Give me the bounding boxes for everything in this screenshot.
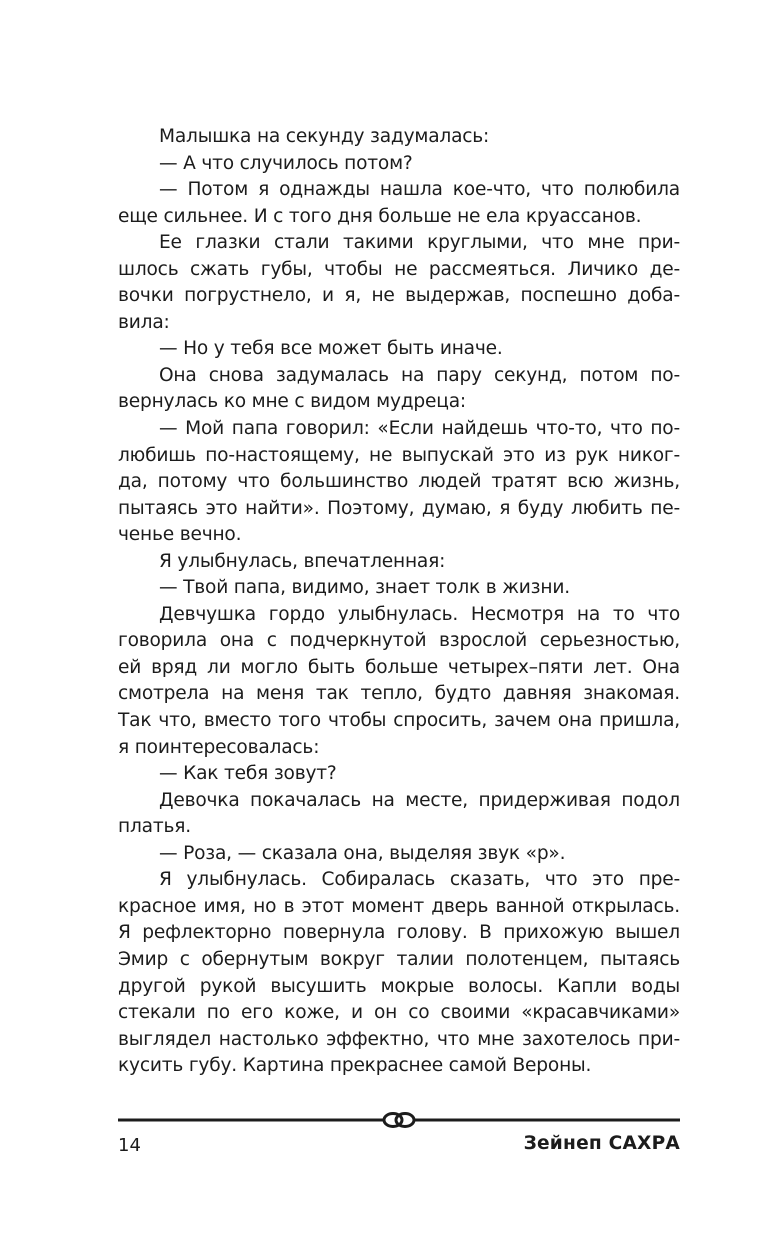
text-line: вила: — [118, 311, 170, 333]
text-line: — Твой папа, видимо, знает толк в жизни. — [159, 577, 570, 599]
text-line: шлось сжать губы, чтобы не рассмеяться. Личико де- — [118, 258, 680, 280]
text-line: пытаясь это найти». Поэтому, думаю, я буду любить пе- — [118, 497, 680, 519]
text-line: красное имя, но в этот момент дверь ванной открылась. — [118, 895, 680, 917]
text-line: ей вряд ли могло быть больше четырех–пяти лет. Она — [118, 656, 680, 678]
text-line: Девочка покачалась на месте, придерживая подол — [159, 789, 680, 811]
double-ring-ornament-icon — [384, 1114, 414, 1127]
text-line: Я улыбнулась. Собиралась сказать, что это пре- — [159, 869, 680, 891]
text-line: — Как тебя зовут? — [159, 763, 337, 785]
text-line: — Мой папа говорил: «Если найдешь что-то, что по- — [159, 418, 680, 440]
text-line: Я рефлекторно повернула голову. В прихожую вышел — [118, 922, 680, 944]
text-line: говорила она с подчеркнутой взрослой серьезностью, — [118, 630, 680, 652]
text-line: вочки погрустнело, и я, не выдержав, поспешно доба- — [118, 285, 680, 307]
text-line: другой рукой высушить мокрые волосы. Капли воды — [118, 975, 680, 997]
text-line: Она снова задумалась на пару секунд, потом по- — [159, 364, 680, 386]
text-line: Я улыбнулась, впечатленная: — [159, 550, 446, 572]
text-line: Ее глазки стали такими круглыми, что мне при- — [159, 232, 680, 254]
page-number: 14 — [118, 1135, 141, 1156]
text-line: — Но у тебя все может быть иначе. — [159, 338, 503, 360]
text-line: Так что, вместо того чтобы спросить, зачем она пришла, — [118, 710, 680, 732]
text-line: стекали по его коже, и он со своими «красавчиками» — [118, 1002, 680, 1024]
text-line: еще сильнее. И с того дня больше не ела круассанов. — [118, 205, 642, 227]
running-footer-author: Зейнеп САХРА — [523, 1133, 680, 1154]
text-line: Эмир с обернутым вокруг талии полотенцем, пытаясь — [118, 948, 680, 970]
text-line: смотрела на меня так тепло, будто давняя знакомая. — [118, 683, 680, 705]
page-body-text — [118, 124, 680, 1080]
text-line: да, потому что большинство людей тратят всю жизнь, — [118, 471, 680, 493]
text-line: вернулась ко мне с видом мудреца: — [118, 391, 466, 413]
text-line: кусить губу. Картина прекраснее самой Вероны. — [118, 1055, 592, 1077]
text-line: — Роза, — сказала она, выделяя звук «р». — [159, 842, 566, 864]
footer-ornament-rule — [118, 1108, 680, 1132]
text-line: Малышка на секунду задумалась: — [159, 126, 490, 147]
text-line: любишь по-настоящему, не выпускай это из рук никог- — [118, 444, 680, 466]
text-line: я поинтересовалась: — [118, 736, 320, 758]
text-line: — Потом я однажды нашла кое-что, что полюбила — [159, 179, 680, 201]
text-line: — А что случилось потом? — [159, 152, 413, 174]
text-line: ченье вечно. — [118, 524, 242, 546]
text-line: платья. — [118, 816, 191, 838]
text-line: выглядел настолько эффектно, что мне захотелось при- — [118, 1028, 680, 1050]
text-line: Девчушка гордо улыбнулась. Несмотря на то что — [159, 603, 680, 625]
